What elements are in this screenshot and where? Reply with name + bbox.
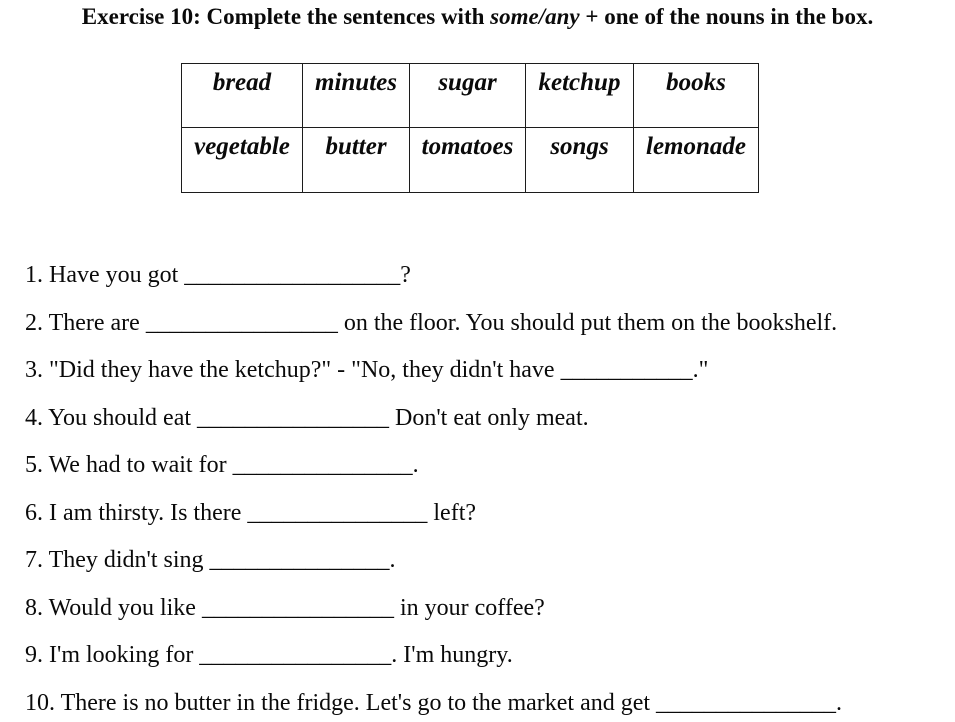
sentence-item-1: 1. Have you got __________________?: [25, 262, 411, 288]
sentence-item-5: 5. We had to wait for _______________.: [25, 452, 419, 478]
noun-cell-tomatoes: tomatoes: [410, 128, 526, 193]
title-italic-some-any: some/any: [490, 4, 580, 29]
sentence-item-2: 2. There are ________________ on the floor. You should put them on the bookshelf.: [25, 309, 838, 336]
noun-cell-lemonade: lemonade: [634, 128, 759, 193]
noun-cell-ketchup: ketchup: [526, 64, 634, 128]
noun-cell-vegetable: vegetable: [182, 128, 303, 193]
noun-box-row-2: [182, 128, 759, 193]
noun-cell-books: books: [634, 64, 759, 128]
noun-cell-butter: butter: [303, 128, 410, 193]
sentence-item-10: 10. There is no butter in the fridge. Let's go to the market and get _______________.: [25, 689, 843, 716]
noun-box-table: [181, 63, 759, 193]
exercise-title: [0, 4, 955, 30]
sentence-item-9: 9. I'm looking for ________________. I'm hungry.: [25, 642, 513, 668]
sentence-list: [25, 252, 950, 722]
noun-cell-bread: bread: [182, 64, 303, 128]
sentence-item-3: 3. "Did they have the ketchup?" - "No, they didn't have ___________.": [25, 357, 709, 383]
sentence-item-7: 7. They didn't sing _______________.: [25, 547, 396, 573]
title-suffix: + one of the nouns in the box.: [579, 4, 874, 29]
noun-box-row-1: [182, 64, 759, 128]
noun-cell-songs: songs: [526, 128, 634, 193]
sentence-item-6: 6. I am thirsty. Is there _______________ left?: [25, 499, 477, 526]
sentence-item-4: 4. You should eat ________________ Don't eat only meat.: [25, 404, 589, 431]
noun-cell-sugar: sugar: [410, 64, 526, 128]
title-prefix: Exercise 10: Complete the sentences with: [81, 4, 491, 29]
sentence-item-8: 8. Would you like ________________ in your coffee?: [25, 594, 545, 621]
noun-cell-minutes: minutes: [303, 64, 410, 128]
